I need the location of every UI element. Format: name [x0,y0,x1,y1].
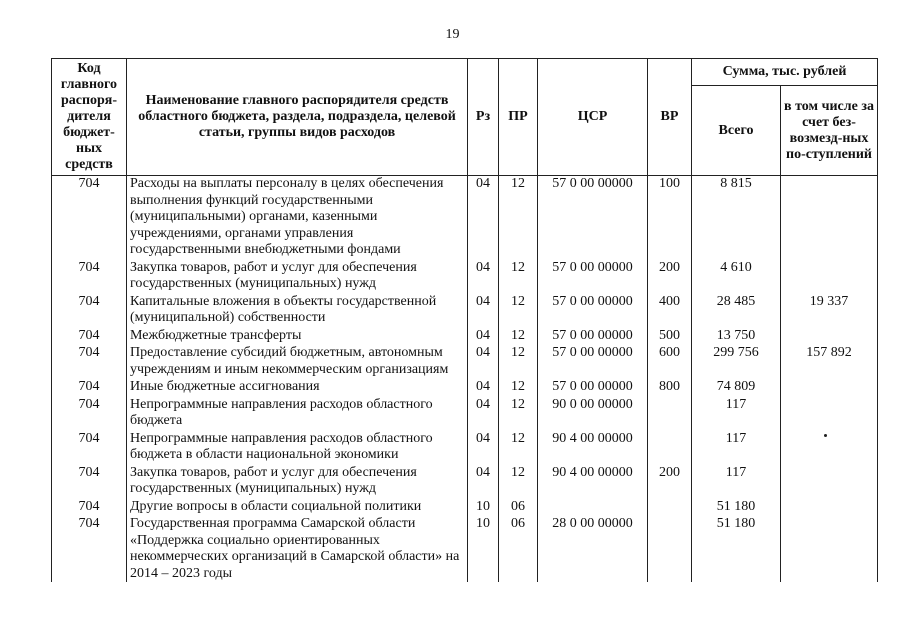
row-csr: 90 0 00 00000 [538,396,648,430]
row-vr [648,515,692,582]
row-csr: 90 4 00 00000 [538,430,648,464]
row-csr: 57 0 00 00000 [538,344,648,378]
row-name: Закупка товаров, работ и услуг для обеспечения государственных (муниципальных) нужд [127,464,468,498]
row-pr: 12 [499,464,538,498]
row-vr: 500 [648,327,692,345]
row-pr: 12 [499,176,538,259]
row-name: Закупка товаров, работ и услуг для обеспечения государственных (муниципальных) нужд [127,259,468,293]
row-code: 704 [52,464,127,498]
row-nonrepayable [781,327,878,345]
row-code: 704 [52,515,127,582]
row-csr: 57 0 00 00000 [538,176,648,259]
row-vr: 800 [648,378,692,396]
table-row [52,344,878,378]
row-total: 117 [692,464,781,498]
row-nonrepayable [781,498,878,516]
row-nonrepayable [781,515,878,582]
header-pr: ПР [499,59,538,176]
row-pr: 12 [499,430,538,464]
row-csr: 28 0 00 00000 [538,515,648,582]
row-name: Непрограммные направления расходов областного бюджета [127,396,468,430]
row-code: 704 [52,430,127,464]
row-pr: 12 [499,344,538,378]
row-name: Межбюджетные трансферты [127,327,468,345]
row-rz: 04 [468,176,499,259]
table-row [52,430,878,464]
row-rz: 04 [468,327,499,345]
row-vr: 200 [648,464,692,498]
row-total: 299 756 [692,344,781,378]
row-total: 13 750 [692,327,781,345]
row-nonrepayable [781,464,878,498]
header-name: Наименование главного распорядителя средств областного бюджета, раздела, подраздела, целевой статьи, группы видов расходов [127,59,468,176]
row-total: 74 809 [692,378,781,396]
row-total: 117 [692,430,781,464]
row-name: Государственная программа Самарской области «Поддержка социально ориентированных некоммерческих организаций в Самарской области» на 2014 – 2023 годы [127,515,468,582]
row-nonrepayable [781,430,878,464]
header-total: Всего [692,86,781,176]
row-vr: 200 [648,259,692,293]
header-rz: Рз [468,59,499,176]
budget-table [51,58,878,582]
row-pr: 06 [499,515,538,582]
row-csr: 57 0 00 00000 [538,259,648,293]
table-row [52,396,878,430]
row-nonrepayable: 19 337 [781,293,878,327]
row-rz: 10 [468,498,499,516]
table-header [52,59,878,176]
row-csr [538,498,648,516]
header-vr: ВР [648,59,692,176]
table-body [52,176,878,583]
row-name: Предоставление субсидий бюджетным, автономным учреждениям и иным некоммерческим организациям [127,344,468,378]
table-row [52,498,878,516]
row-name: Капитальные вложения в объекты государственной (муниципальной) собственности [127,293,468,327]
table-row [52,378,878,396]
scan-speck [824,434,827,437]
row-total: 8 815 [692,176,781,259]
row-name: Непрограммные направления расходов областного бюджета в области национальной экономики [127,430,468,464]
row-total: 117 [692,396,781,430]
table-row [52,327,878,345]
row-code: 704 [52,259,127,293]
table-row [52,176,878,259]
row-code: 704 [52,176,127,259]
row-nonrepayable [781,378,878,396]
row-rz: 04 [468,293,499,327]
row-code: 704 [52,327,127,345]
row-rz: 04 [468,344,499,378]
row-nonrepayable [781,259,878,293]
row-code: 704 [52,293,127,327]
row-total: 51 180 [692,498,781,516]
table-row [52,515,878,582]
row-csr: 90 4 00 00000 [538,464,648,498]
row-csr: 57 0 00 00000 [538,327,648,345]
row-rz: 04 [468,396,499,430]
row-rz: 04 [468,259,499,293]
row-pr: 12 [499,396,538,430]
row-pr: 12 [499,378,538,396]
row-code: 704 [52,396,127,430]
row-vr [648,430,692,464]
row-csr: 57 0 00 00000 [538,293,648,327]
row-total: 28 485 [692,293,781,327]
row-rz: 04 [468,378,499,396]
header-code: Код главного распоря-дителя бюджет-ных средств [52,59,127,176]
row-vr [648,396,692,430]
row-name: Расходы на выплаты персоналу в целях обеспечения выполнения функций государственными (муниципальными) органами, казенными учреждениями, органами управления государственными внебюджетными фондами [127,176,468,259]
table-row [52,464,878,498]
row-total: 51 180 [692,515,781,582]
row-nonrepayable [781,396,878,430]
row-vr: 100 [648,176,692,259]
header-sum: Сумма, тыс. рублей [692,59,878,86]
header-csr: ЦСР [538,59,648,176]
table-row [52,259,878,293]
header-nonrepayable: в том числе за счет без-возмезд-ных по-ступлений [781,86,878,176]
row-pr: 12 [499,293,538,327]
table-row [52,293,878,327]
row-nonrepayable [781,176,878,259]
row-code: 704 [52,498,127,516]
row-vr: 400 [648,293,692,327]
row-rz: 10 [468,515,499,582]
row-vr: 600 [648,344,692,378]
row-code: 704 [52,344,127,378]
row-rz: 04 [468,430,499,464]
row-nonrepayable: 157 892 [781,344,878,378]
row-pr: 12 [499,259,538,293]
row-pr: 12 [499,327,538,345]
row-rz: 04 [468,464,499,498]
row-code: 704 [52,378,127,396]
row-total: 4 610 [692,259,781,293]
row-name: Иные бюджетные ассигнования [127,378,468,396]
page-number: 19 [445,27,460,42]
row-vr [648,498,692,516]
row-csr: 57 0 00 00000 [538,378,648,396]
row-pr: 06 [499,498,538,516]
row-name: Другие вопросы в области социальной политики [127,498,468,516]
